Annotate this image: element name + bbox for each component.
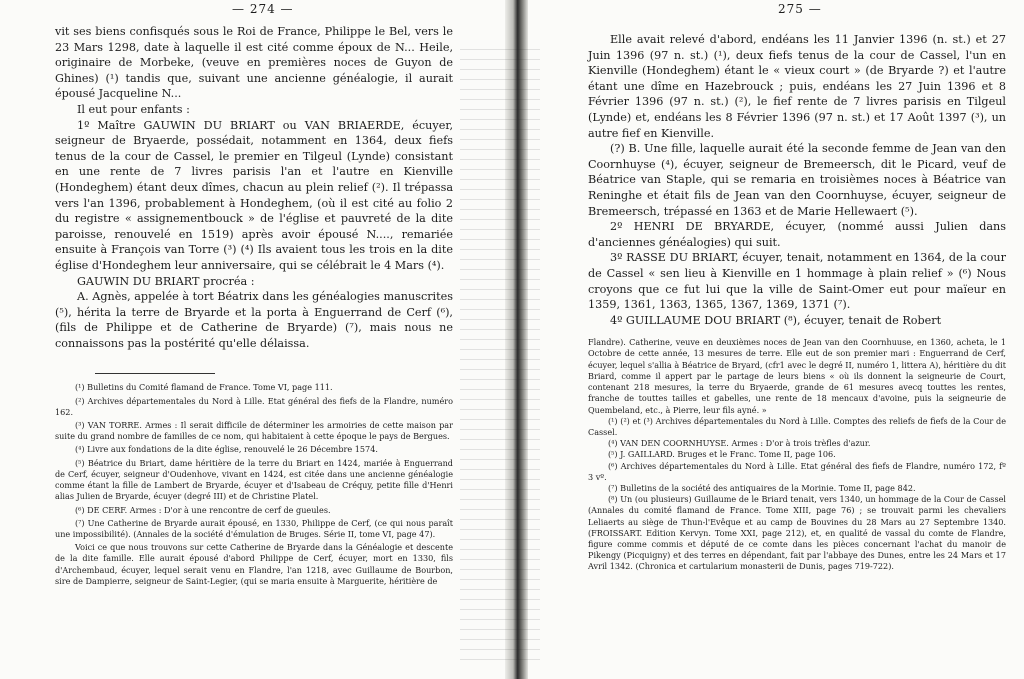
footnote: (⁸) Un (ou plusieurs) Guillaume de le Briard tenait, vers 1340, un hommage de la Cour de Cassel (Annales du comité flamand de France. Tome XIII, page 76) ; se trouvait parmi les chevaliers Leliaerts au siège de Thun-l'Evêque et au camp de Bouvines du 28 Mars au 27 Septembre 1340. (FROISSART. Edition Kervyn. Tome XXI, page 212), et, en qualité de vassal du comte de Flandre, figure comme commis et député de ce comte dans les pièces concernant l'achat du manoir de Pikengy (Picquigny) et des terres en dépendant, fait par l'abbaye des Dunes, entre les 24 Mars et 17 Avril 1342. (Chronica et cartularium monasterii de Dunis, pages 719-722). [588,494,1006,572]
body-text [588,32,1006,328]
paragraph: 2º HENRI DE BRYARDE, écuyer, (nommé aussi Julien dans d'anciennes généalogies) qui suit. [588,220,1006,249]
left-page [0,0,505,679]
footnote: (⁵) J. GAILLARD. Bruges et le Franc. Tome II, page 106. [608,449,836,460]
footnote-divider [95,373,215,374]
paragraph: (?) B. Une fille, laquelle aurait été la seconde femme de Jean van den Coornhuyse (⁴), écuyer, seigneur de Bremeersch, dit le Picard, veuf de Béatrice van Staple, qui se remaria en troisièmes noces à Béatrice van Reninghe et était fils de Jean van den Coornhuyse, écuyer, seigneur de Bremeersch, trépassé en 1363 et de Marie Hellewaert (⁵). [588,142,1006,218]
paragraph: vit ses biens confisqués sous le Roi de France, Philippe le Bel, vers le 23 Mars 1298, date à laquelle il est cité comme époux de N... Heile, originaire de Morbeke, (veuve en premières noces de Guyon de Ghines) (¹) tandis que, suivant une ancienne généalogie, il aurait épousé Jacqueline N... [55,25,453,101]
paragraph: 3º RASSE DU BRIART, écuyer, tenait, notamment en 1364, de la cour de Cassel « sen lieu à Kienville en 1 hommage à plain relief » (⁶) Nous croyons que ce fut lui que la ville de Saint-Omer eut pour maïeur en 1359, 1361, 1363, 1365, 1367, 1369, 1371 (⁷). [588,251,1006,312]
footnotes [55,382,453,586]
footnote: (²) Archives départementales du Nord à Lille. Etat général des fiefs de la Flandre, numéro 162. [55,395,453,417]
footnote: (⁴) Livre aux fondations de la dite église, renouvelé le 26 Décembre 1574. [75,444,378,455]
page-text-column [588,32,1006,573]
paragraph: GAUWIN DU BRIART procréa : [77,274,255,288]
footnote: (⁶) Archives départementales du Nord à Lille. Etat général des fiefs de Flandre, numéro 172, fº 3 vº. [588,460,1006,482]
paragraph: 4º GUILLAUME DOU BRIART (⁸), écuyer, tenait de Robert [610,313,942,327]
body-text [55,24,453,351]
page-number: 275 — [778,2,822,16]
paragraph: Il eut pour enfants : [77,102,190,116]
footnote: (³) VAN TORRE. Armes : Il serait difficile de déterminer les armoiries de cette maison par suite du grand nombre de familles de ce nom, qui habitaient à cette époque le pays de Bergues. [55,420,453,442]
footnote: (⁷) Bulletins de la société des antiquaires de la Morinie. Tome II, page 842. [608,482,916,493]
page-number: — 274 — [232,2,294,16]
footnotes [588,337,1006,572]
footnote: Flandre). Catherine, veuve en deuxièmes noces de Jean van den Coornhuuse, en 1360, acheta, le 1 Octobre de cette année, 13 mesures de terre. Elle eut de son premier mari : Enguerrand de Cerf, écuyer, lequel s'allia à Béatrice de Bryard, (cfr1 avec le degré II, numéro 1, littera A), héritière du dit Briard, comme il appert par le partage de leurs biens « où ils donnent la seigneurie de Court, contenant 218 mesures, la terre du Bryaerde, grande de 61 mesures avecq touttes les rentes, franche de touttes tailles et gabelles, une rente de 18 mencaux d'avoine, puis la seigneurie de Quembeland, etc., à Pierre, leur fils ayné. » [588,337,1006,415]
footnote: (¹) Bulletins du Comité flamand de France. Tome VI, page 111. [75,382,333,393]
paragraph: 1º Maître GAUWIN DU BRIART ou VAN BRIAERDE, écuyer, seigneur de Bryaerde, possédait, notamment en 1364, deux fiefs tenus de la cour de Cassel, le premier en Tilgeul (Lynde) consistant en une rente de 7 livres parisis l'an et l'autre en Kienville (Hondeghem) étant deux dîmes, chacun au plein relief (²). Il trépassa vers l'an 1396, probablement à Hondeghem, (où il est cité au folio 2 du registre « assignementbouck » de l'église et pauvreté de la dite paroisse, renouvelé en 1519) après avoir épousé N...., remariée ensuite à François van Torre (³) (⁴) Ils avaient tous les trois en la dite église d'Hondeghem leur anniversaire, qui se célébrait le 4 Mars (⁴). [55,118,453,272]
footnote: Voici ce que nous trouvons sur cette Catherine de Bryarde dans la Généalogie et descente de la dite famille. Elle aurait épousé d'abord Philippe de Cerf, écuyer, mort en 1330, fils d'Archembaud, écuyer, lequel serait venu en Flandre, l'an 1218, avec Guillaume de Bourbon, sire de Dampierre, seigneur de Saint-Legier, (qui se maria ensuite à Marguerite, héritière de [55,542,453,586]
footnote: (¹) (²) et (³) Archives départementales du Nord à Lille. Comptes des reliefs de fiefs de la Cour de Cassel. [588,415,1006,437]
page-text-column [55,24,453,587]
footnote: (⁶) DE CERF. Armes : D'or à une rencontre de cerf de gueules. [75,504,331,515]
right-page [528,0,1024,679]
paragraph: A. Agnès, appelée à tort Béatrix dans les généalogies manuscrites (⁵), hérita la terre de Bryarde et la porta à Enguerrand de Cerf (⁶), (fils de Philippe et de Catherine de Bryarde) (⁷), mais nous ne connaissons pas la postérité qu'elle délaissa. [55,290,453,350]
paragraph: Elle avait relevé d'abord, endéans les 11 Janvier 1396 (n. st.) et 27 Juin 1396 (97 n. st.) (¹), deux fiefs tenus de la cour de Cassel, l'un en Kienville (Hondeghem) étant le « vieux court » (de Bryarde ?) et l'autre étant une dîme en Hazebrouck ; puis, endéans les 27 Juin 1396 et 8 Février 1396 (97 n. st.) (²), le fief rente de 7 livres parisis en Tilgeul (Lynde) et, endéans les 8 Février 1396 (97 n. st.) et 17 Août 1397 (³), un autre fief en Kienville. [588,33,1006,140]
footnote: (⁴) VAN DEN COORNHUYSE. Armes : D'or à trois trèfles d'azur. [608,438,871,449]
footnote: (⁷) Une Catherine de Bryarde aurait épousé, en 1330, Philippe de Cerf, (ce qui nous paraît une impossibilité). (Annales de la société d'émulation de Bruges. Série II, tome VI, page 47). [55,517,453,539]
footnote: (⁵) Béatrice du Briart, dame héritière de la terre du Briart en 1424, mariée à Enguerrand de Cerf, écuyer, seigneur d'Oudenhove, vivant en 1424, est citée dans une ancienne généalogie comme étant la fille de Lambert de Bryarde, écuyer et d'Isabeau de Créquy, petite fille d'Henri alias Julien de Bryarde, écuyer (degré III) et de Christine Platel. [55,457,453,502]
